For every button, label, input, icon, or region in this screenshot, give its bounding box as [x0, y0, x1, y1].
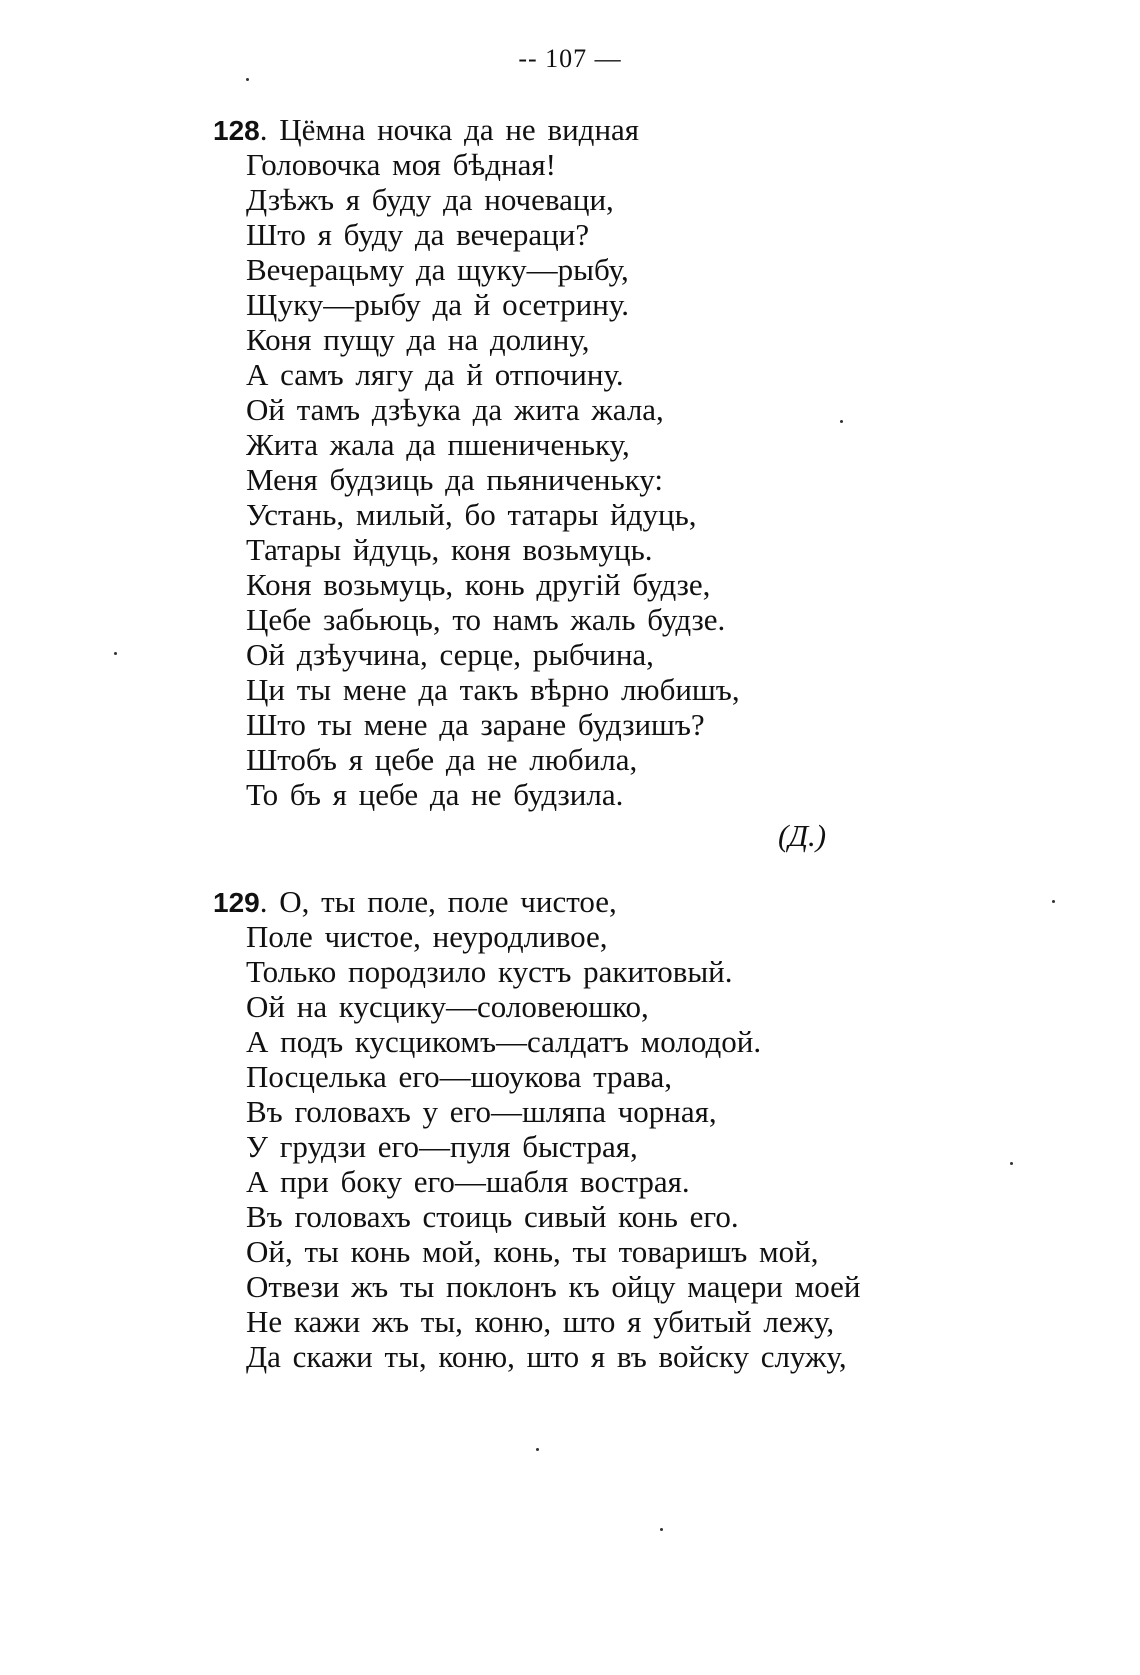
poem-line: У грудзи его—пуля быстрая,	[246, 1129, 638, 1164]
poem-line: Посцелька его—шоукова трава,	[246, 1059, 673, 1094]
poem-line: Только породзило кустъ ракитовый.	[246, 954, 733, 989]
scan-speck	[114, 652, 117, 655]
poem-line: А при боку его—шабля вострая.	[246, 1164, 690, 1199]
poem-line: Въ головахъ стоиць сивый конь его.	[246, 1199, 739, 1234]
scan-speck	[1052, 900, 1055, 903]
poem-line: Ой тамъ дзѣука да жита жала,	[246, 392, 664, 427]
poem-number: 128	[213, 115, 260, 146]
poem-line: Ой дзѣучина, серце, рыбчина,	[246, 637, 654, 672]
poem-line: Дзѣжъ я буду да ночеваци,	[246, 182, 614, 217]
poem-line: Коня возьмуць, конь другій будзе,	[246, 567, 711, 602]
poem-line: Ой, ты конь мой, конь, ты товаришъ мой,	[246, 1234, 819, 1269]
poem-line: А самъ лягу да й отпочину.	[246, 357, 624, 392]
scan-speck	[660, 1528, 663, 1531]
scan-speck	[536, 1448, 539, 1451]
poem-line: Щуку—рыбу да й осетрину.	[246, 287, 629, 322]
poem-line: То бъ я цебе да не будзила.	[246, 777, 624, 812]
poem-line: Отвези жъ ты поклонъ къ ойцу мацери моей	[246, 1269, 861, 1304]
poem-line: Головочка моя бѣдная!	[246, 147, 556, 182]
poem-line: Поле чистое, неуродливое,	[246, 919, 608, 954]
poem-line: Меня будзиць да пьяниченьку:	[246, 462, 663, 497]
scan-speck	[1010, 1162, 1013, 1165]
poem-line: Татары йдуць, коня возьмуць.	[246, 532, 653, 567]
poem-line: Въ головахъ у его—шляпа чорная,	[246, 1094, 717, 1129]
poem-line: Не кажи жъ ты, коню, што я убитый лежу,	[246, 1304, 835, 1339]
poem-line: Што ты мене да заране будзишъ?	[246, 707, 705, 742]
poem-line: Ой на кусцику—соловеюшко,	[246, 989, 649, 1024]
poem-line: Штобъ я цебе да не любила,	[246, 742, 638, 777]
scan-speck	[840, 420, 843, 423]
scan-speck	[246, 78, 249, 81]
poem-line: Да скажи ты, коню, што я въ войску служу,	[246, 1339, 847, 1374]
poem-line: Што я буду да вечераци?	[246, 217, 590, 252]
poem-line: 128. Цёмна ночка да не видная	[213, 112, 640, 147]
poem-line: 129. О, ты поле, поле чистое,	[213, 884, 617, 919]
poem-line: Вечерацьму да щуку—рыбу,	[246, 252, 629, 287]
page-number: -- 107 —	[518, 44, 622, 73]
poem-number: 129	[213, 887, 260, 918]
poem-line: Коня пущу да на долину,	[246, 322, 590, 357]
poem-line: Жита жала да пшениченьку,	[246, 427, 630, 462]
source-attribution: (Д.)	[778, 818, 827, 853]
poem-line: А подъ кусцикомъ—салдатъ молодой.	[246, 1024, 762, 1059]
poem-line: Цебе забьюць, то намъ жаль будзе.	[246, 602, 726, 637]
poem-line: Устань, милый, бо татары йдуць,	[246, 497, 697, 532]
poem-line: Ци ты мене да такъ вѣрно любишъ,	[246, 672, 740, 707]
